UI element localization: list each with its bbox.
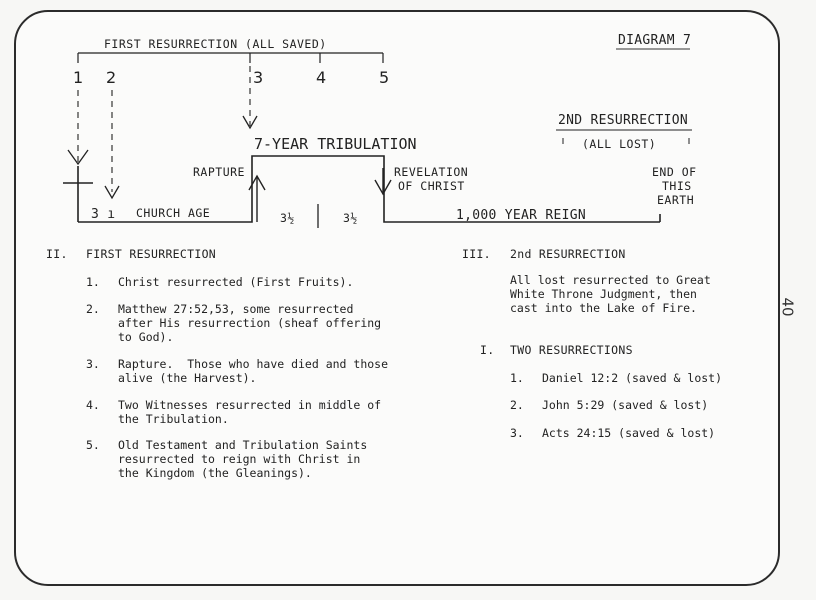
section-numeral: III. (462, 247, 491, 261)
cross-icon (63, 166, 93, 222)
list-item-number: 1. (510, 371, 524, 385)
list-item-text: Two Witnesses resurrected in middle of the Tribulation. (118, 398, 382, 426)
section-title: TWO RESURRECTIONS (510, 343, 633, 357)
church-prefix: 3 ı (91, 207, 116, 222)
point-2-label: 2 (106, 68, 117, 87)
half-right-label: 3½ (343, 211, 358, 225)
first-resurrection-title: FIRST RESURRECTION (ALL SAVED) (104, 37, 327, 51)
revelation-arrow-icon (375, 168, 391, 194)
second-resurrection-heading (462, 247, 626, 261)
end-label-line1: END OF (652, 165, 697, 179)
list-item-text: Daniel 12:2 (saved & lost) (542, 371, 723, 385)
church-age-label: CHURCH AGE (136, 206, 211, 220)
list-item-text: John 5:29 (saved & lost) (542, 398, 709, 412)
two-resurrections-heading (480, 343, 633, 357)
point-3-label: 3 (253, 68, 264, 87)
half-left-label: 3½ (280, 211, 295, 225)
list-item-number: 3. (86, 357, 100, 371)
revelation-label-line1: REVELATION (394, 165, 469, 179)
section-numeral: II. (46, 247, 68, 261)
list-item-number: 4. (86, 398, 100, 412)
list-item-text: Matthew 27:52,53, some resurrected after His resurrection (sheaf offering to God). (118, 302, 382, 344)
tribulation-label: 7-YEAR TRIBULATION (254, 135, 417, 153)
list-item-text: Christ resurrected (First Fruits). (118, 275, 354, 289)
rapture-label: RAPTURE (193, 165, 245, 179)
point-1-label: 1 (73, 68, 84, 87)
list-item-number: 2. (510, 398, 524, 412)
section-title: 2nd RESURRECTION (510, 247, 626, 261)
revelation-label-line2: OF CHRIST (398, 179, 465, 193)
point-5-label: 5 (379, 68, 390, 87)
list-item-text: Rapture. Those who have died and those alive (the Harvest). (118, 357, 389, 385)
first-resurrection-heading (46, 247, 217, 261)
page-number: 40 (778, 297, 797, 317)
diagram-label: DIAGRAM 7 (618, 33, 692, 48)
end-label-line3: EARTH (657, 193, 695, 207)
millennium-label: 1,000 YEAR REIGN (456, 208, 587, 223)
list-item-text: Old Testament and Tribulation Saints resurrected to reign with Christ in the Kingdom (the Gleanings). (118, 438, 368, 480)
second-resurrection-text: All lost resurrected to Great White Throne Judgment, then cast into the Lake of Fire. (510, 273, 711, 315)
section-title: FIRST RESURRECTION (86, 247, 217, 261)
point-4-label: 4 (316, 68, 327, 87)
list-item-number: 3. (510, 426, 524, 440)
list-item-text: Acts 24:15 (saved & lost) (542, 426, 716, 440)
arrowheads (68, 116, 257, 198)
second-resurrection-title: 2ND RESURRECTION (558, 113, 689, 128)
end-label-line2: THIS (662, 179, 692, 193)
list-item-number: 2. (86, 302, 100, 316)
section-numeral: I. (480, 343, 495, 357)
list-item-number: 5. (86, 438, 100, 452)
all-lost-label: (ALL LOST) (582, 137, 657, 151)
list-item-number: 1. (86, 275, 100, 289)
